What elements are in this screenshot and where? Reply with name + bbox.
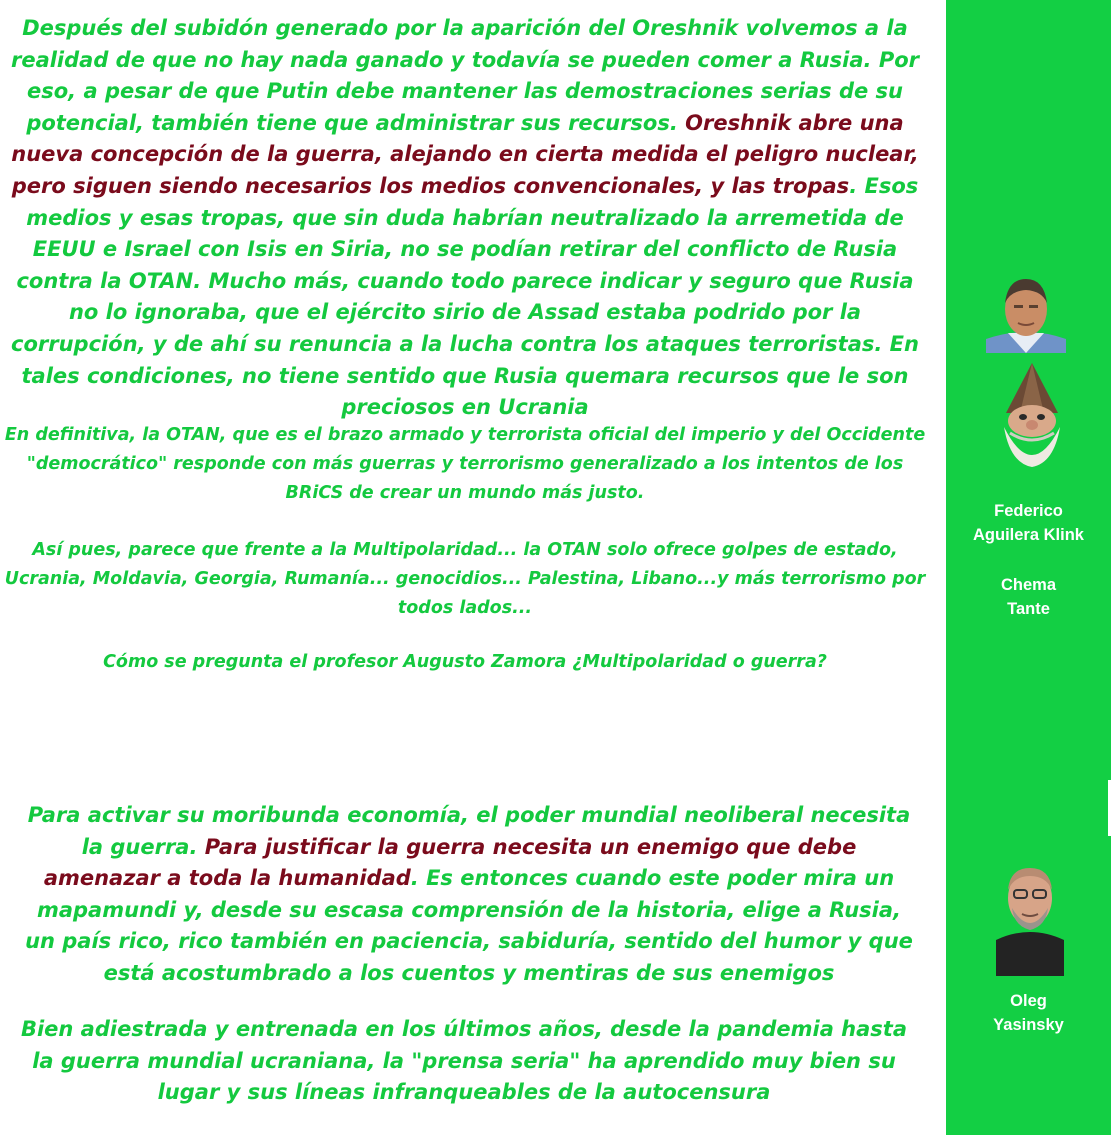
highlighted-text: Oreshnik abre una nueva concepción de la guerra, alejando en cierta medida el peligro nuclear, pero siguen siendo necesarios los medios convencionales, y las tropas (11, 110, 919, 198)
author-last-name: Tante (1007, 600, 1050, 618)
text-segment: Después del subidón generado por la aparición del Oreshnik volvemos a la realidad de que no hay nada ganado y todavía se pueden comer a Rusia. Por eso, a pesar de que Putin debe mantener las demostraciones serias de su potencial, también tiene que administrar sus recursos. (10, 16, 920, 135)
author-last-name: Yasinsky (993, 1016, 1064, 1034)
author-last-name: Aguilera Klink (973, 526, 1084, 544)
authors-sidebar (946, 0, 1111, 1135)
text-segment: . Esos medios y esas tropas, que sin duda habrían neutralizado la arremetida de EEUU e Israel con Isis en Siria, no se podían retirar del conflicto de Rusia contra la OTAN. Mucho más, cuando todo parece indicar y seguro que Rusia no lo ignoraba, que el ejército sirio de Assad estaba podrido por la corrupción, y de ahí su renuncia a la lucha contra los ataques terroristas. En tales condiciones, no tiene sentido que Rusia quemara recursos que le son preciosos en Ucrania (11, 173, 919, 420)
paragraph-prensa: Bien adiestrada y entrenada en los últimos años, desde la pandemia hasta la guerra mundial ucraniana, la "prensa seria" ha aprendido muy bien su lugar y sus líneas infranqueables de la autocensura (20, 1017, 908, 1105)
author-name-federico[interactable] (946, 499, 1111, 547)
author-name-chema[interactable] (946, 573, 1111, 621)
paragraph-multipolaridad: Así pues, parece que frente a la Multipolaridad... la OTAN solo ofrece golpes de estado, Ucrania, Moldavia, Georgia, Rumanía... genocidios... Palestina, Libano...y más terrorismo por todos lados... (4, 540, 926, 618)
text-segment: Para activar su moribunda economía, el poder mundial neoliberal necesita la guerra. (27, 803, 911, 859)
author-photo-chema[interactable] (996, 363, 1068, 467)
paragraph-otan: En definitiva, la OTAN, que es el brazo armado y terrorista oficial del imperio y del Occidente "democrático" responde con más guerras y terrorismo generalizado a los intentos de los BRiCS de crear un mundo más justo. (4, 425, 926, 503)
paragraph-oreshnik (2, 13, 928, 424)
highlighted-text: Para justificar la guerra necesita un enemigo que debe amenazar a toda la humanidad (43, 834, 857, 891)
paragraph-economia (24, 800, 914, 990)
author-name-oleg[interactable] (946, 989, 1111, 1037)
author-first-name: Oleg (1010, 992, 1047, 1010)
author-first-name: Federico (994, 502, 1063, 520)
author-photo-oleg[interactable] (996, 860, 1064, 976)
paragraph-question: Cómo se pregunta el profesor Augusto Zamora ¿Multipolaridad o guerra? (103, 652, 827, 672)
author-first-name: Chema (1000, 576, 1057, 594)
author-photo-federico[interactable] (986, 269, 1066, 353)
text-segment: . Es entonces cuando este poder mira un mapamundi y, desde su escasa comprensión de la historia, elige a Rusia, un país rico, rico también en paciencia, sabiduría, sentido del humor y que está acostumbrado a los cuentos y mentiras de sus enemigos (25, 866, 913, 985)
